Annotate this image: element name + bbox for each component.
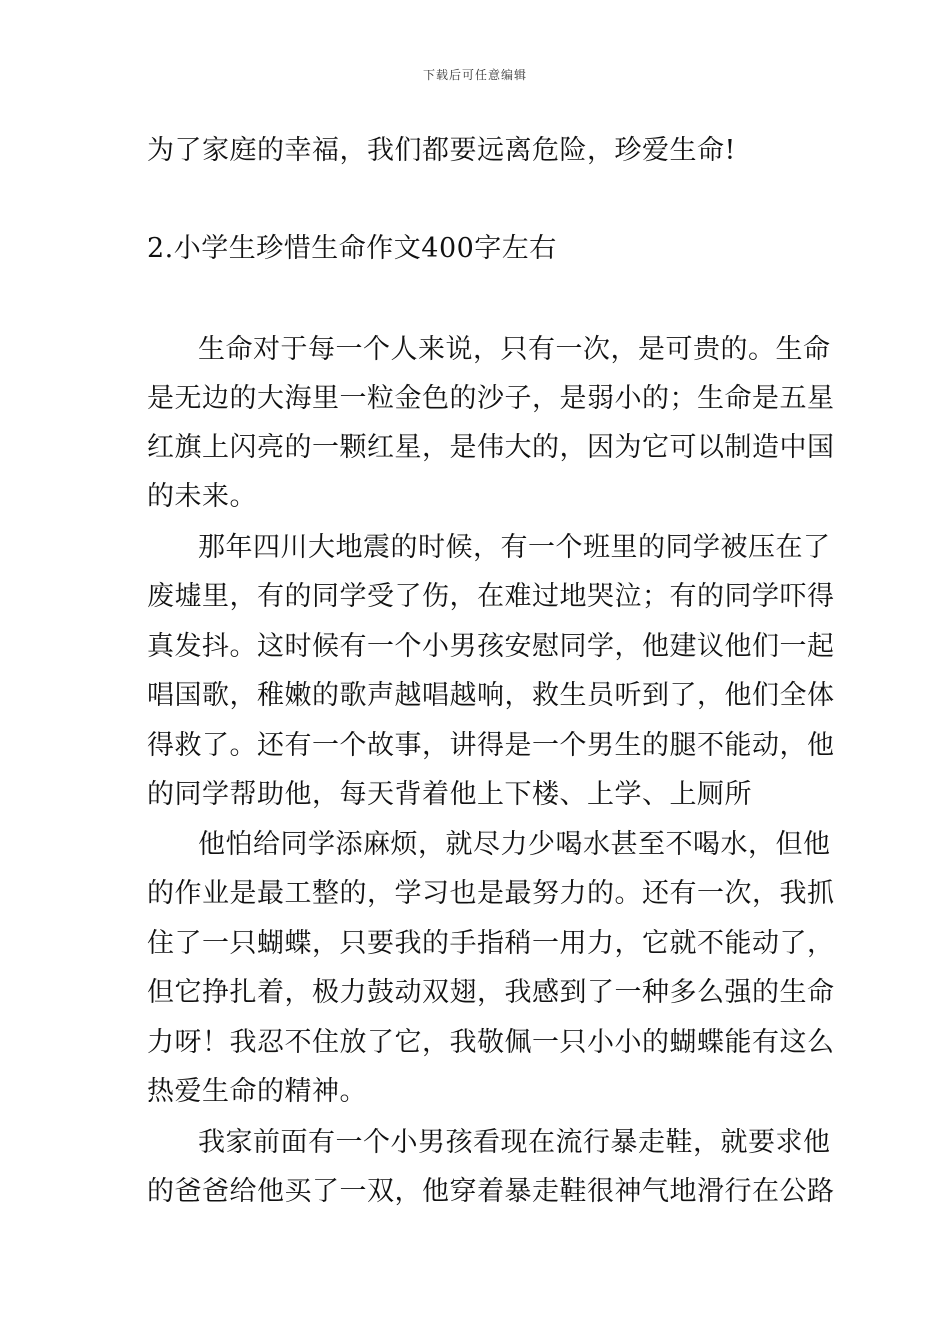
page-header-note: 下载后可任意编辑 (422, 68, 527, 82)
paragraph-line: 废墟里，有的同学受了伤，在难过地哭泣；有的同学吓得 (147, 581, 835, 612)
section-title: 2.小学生珍惜生命作文400字左右 (147, 233, 557, 264)
paragraph-line: 唱国歌，稚嫩的歌声越唱越响，救生员听到了，他们全体 (147, 680, 835, 711)
paragraph-line: 我家前面有一个小男孩看现在流行暴走鞋，就要求他 (198, 1127, 831, 1158)
paragraph-line: 住了一只蝴蝶，只要我的手指稍一用力，它就不能动了， (147, 928, 835, 959)
paragraph-line: 的未来。 (147, 481, 257, 512)
paragraph-line: 他怕给同学添麻烦，就尽力少喝水甚至不喝水，但他 (198, 829, 831, 860)
paragraph-line: 但它挣扎着，极力鼓动双翅，我感到了一种多么强的生命 (147, 977, 835, 1008)
paragraph-line: 生命对于每一个人来说，只有一次，是可贵的。生命 (198, 334, 831, 365)
paragraph-line: 的爸爸给他买了一双，他穿着暴走鞋很神气地滑行在公路 (147, 1176, 835, 1207)
paragraph-line: 红旗上闪亮的一颗红星，是伟大的，因为它可以制造中国 (147, 432, 835, 463)
paragraph-line: 热爱生命的精神。 (147, 1076, 367, 1107)
paragraph-line: 力呀！我忍不住放了它，我敬佩一只小小的蝴蝶能有这么 (147, 1027, 835, 1058)
paragraph-line: 是无边的大海里一粒金色的沙子，是弱小的；生命是五星 (147, 383, 835, 414)
intro-line: 为了家庭的幸福，我们都要远离危险，珍爱生命! (147, 135, 736, 166)
paragraph-line: 那年四川大地震的时候，有一个班里的同学被压在了 (198, 532, 831, 563)
paragraph-line: 得救了。还有一个故事，讲得是一个男生的腿不能动，他 (147, 730, 835, 761)
paragraph-line: 真发抖。这时候有一个小男孩安慰同学，他建议他们一起 (147, 631, 835, 662)
paragraph-line: 的同学帮助他，每天背着他上下楼、上学、上厕所 (147, 779, 752, 810)
paragraph-line: 的作业是最工整的，学习也是最努力的。还有一次，我抓 (147, 878, 835, 909)
